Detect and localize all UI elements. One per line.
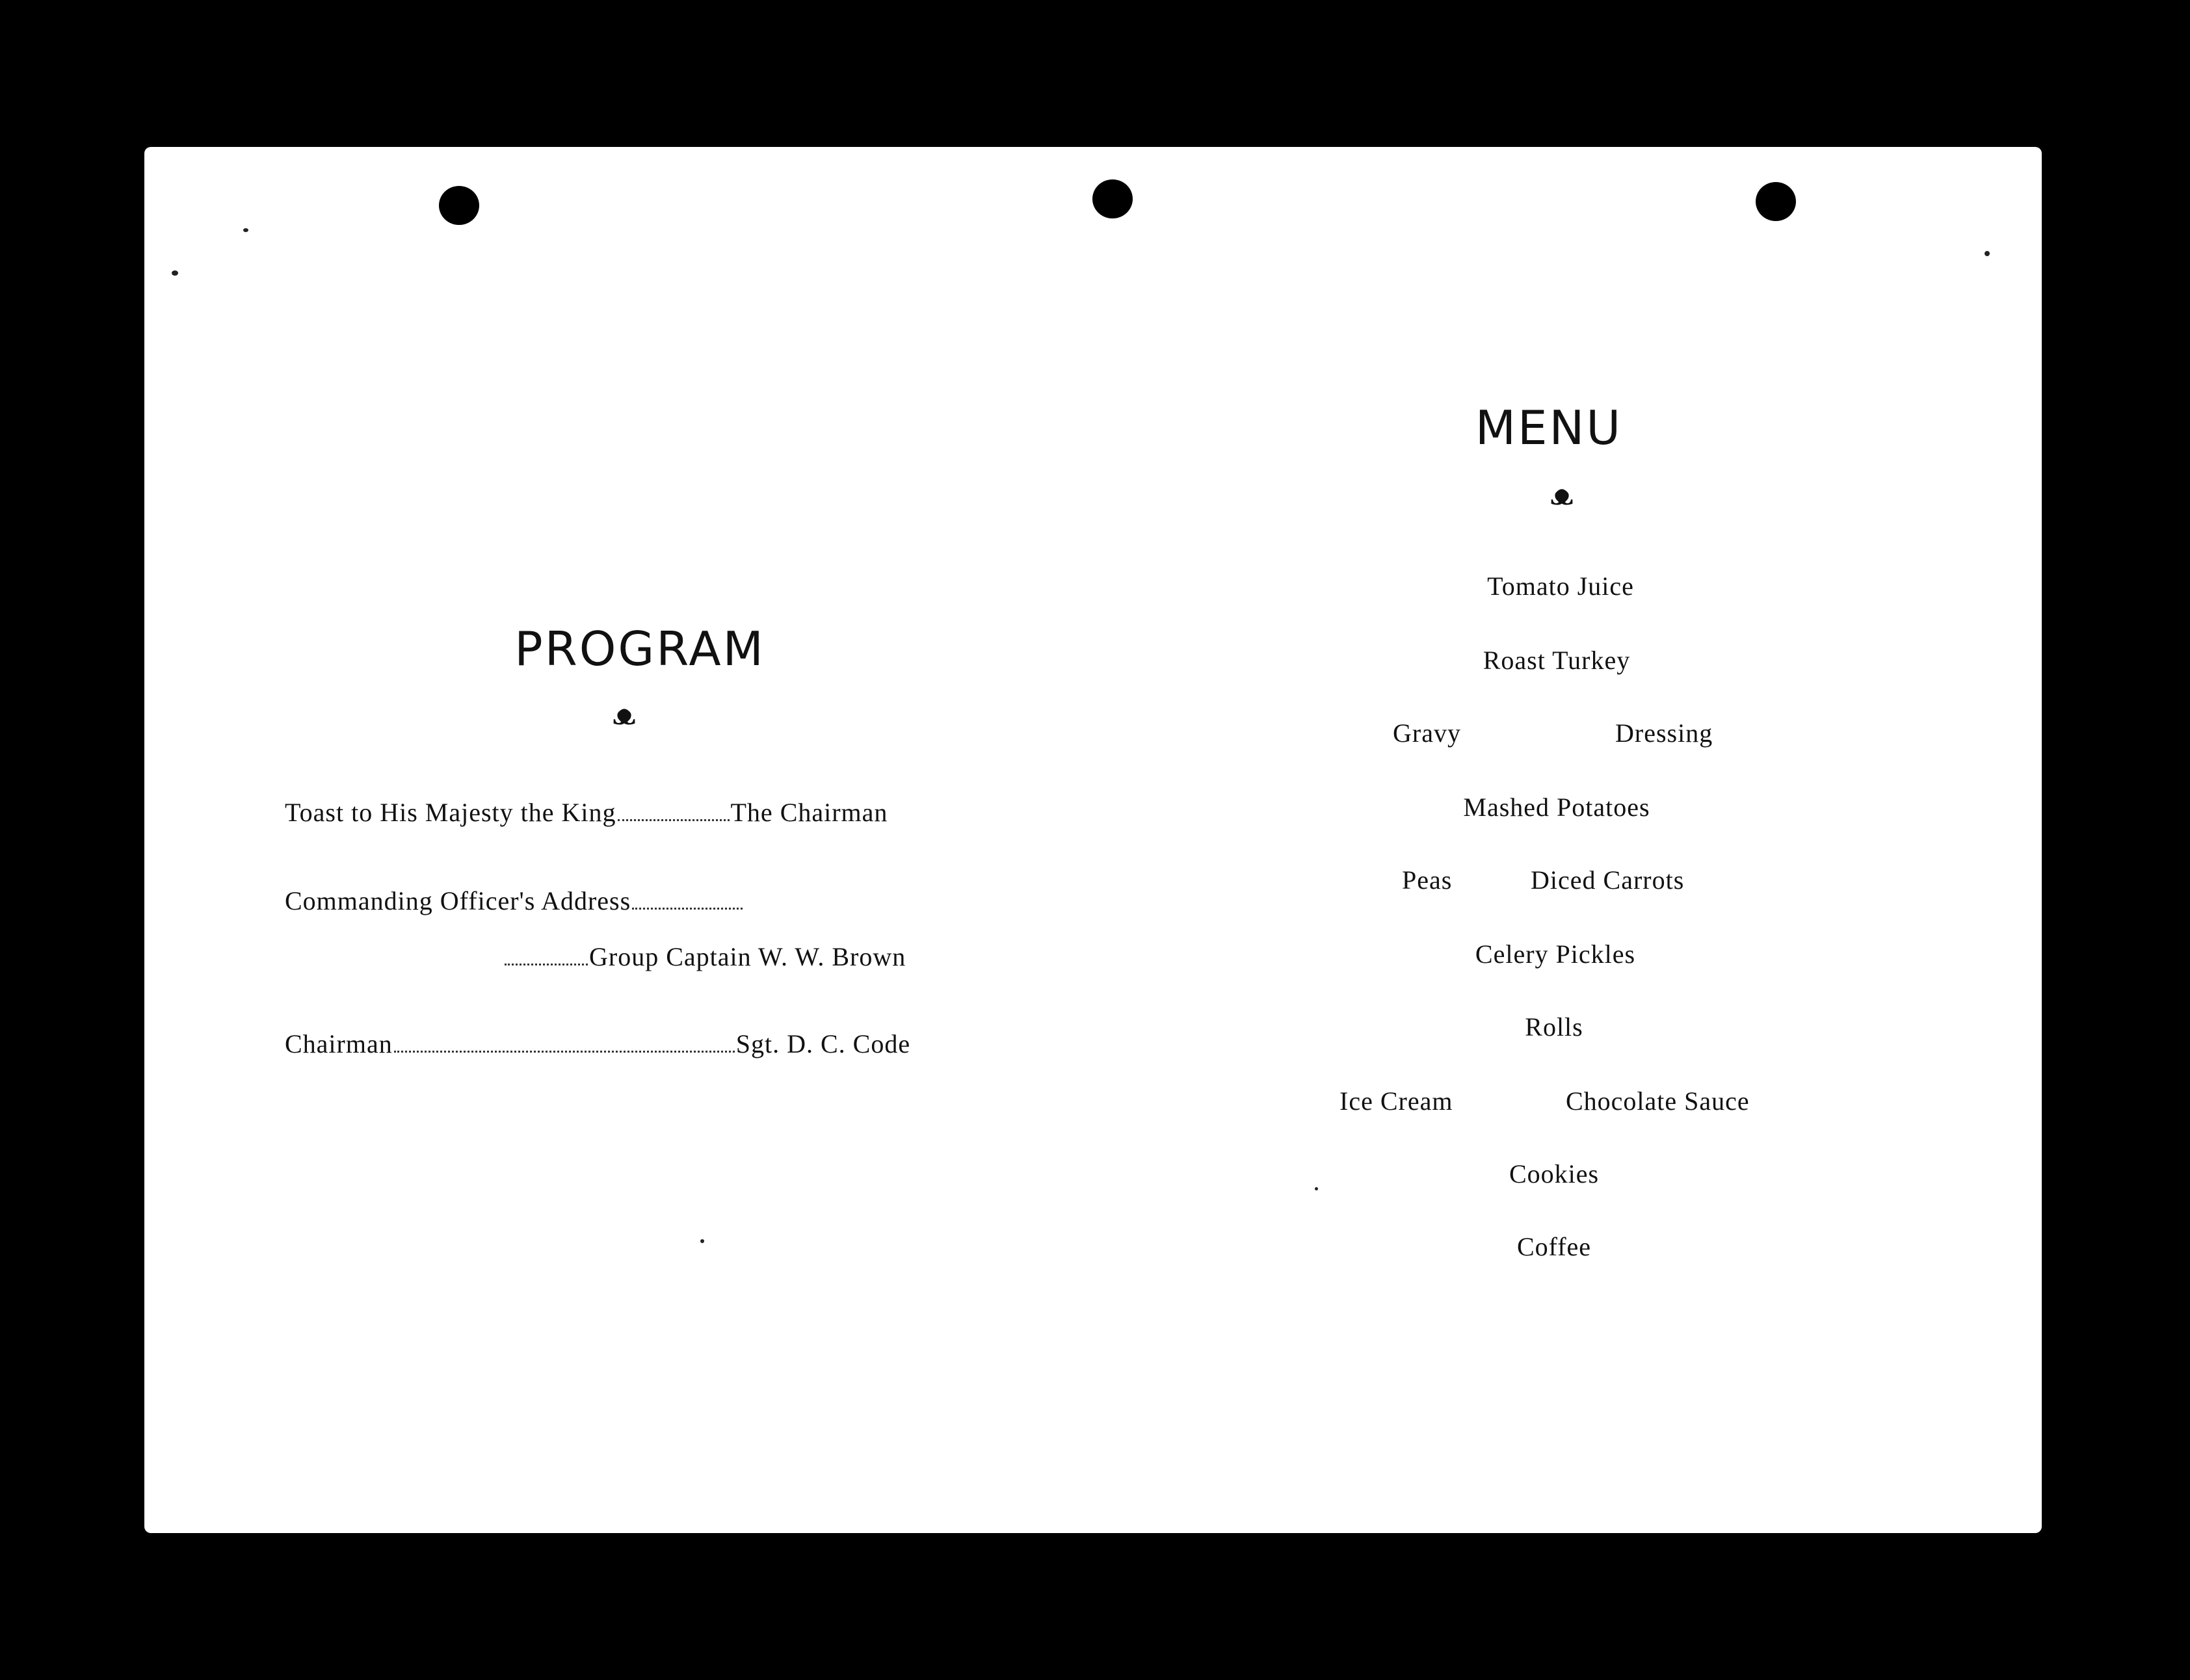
dust-speck [1315, 1187, 1318, 1190]
program-line-right: The Chairman [730, 798, 888, 827]
dotted-leader [505, 964, 588, 965]
menu-item-peas: Peas [1402, 865, 1453, 895]
menu-item-cookies: Cookies [1509, 1159, 1600, 1188]
program-line-toast [285, 797, 888, 828]
dust-speck [1985, 251, 1990, 256]
menu-item-diced-carrots: Diced Carrots [1531, 865, 1685, 895]
program-line-left: Commanding Officer's Address [285, 886, 631, 915]
program-ornament: ᴥ [613, 698, 636, 731]
menu-item-dressing: Dressing [1615, 718, 1713, 748]
dotted-leader [394, 1051, 735, 1053]
menu-item-roast-turkey: Roast Turkey [1483, 646, 1631, 675]
program-line-left: Chairman [285, 1029, 393, 1058]
menu-item-mashed-potatoes: Mashed Potatoes [1463, 793, 1650, 822]
program-line-right: Sgt. D. C. Code [735, 1029, 911, 1058]
program-line-right: Group Captain W. W. Brown [589, 942, 906, 971]
program-line-chairman [285, 1029, 910, 1059]
menu-card [144, 147, 2042, 1533]
dust-speck [700, 1239, 704, 1243]
menu-item-tomato-juice: Tomato Juice [1487, 571, 1634, 601]
dotted-leader [618, 819, 730, 821]
menu-ornament: ᴥ [1550, 479, 1574, 512]
program-line-left: Toast to His Majesty the King [285, 798, 616, 827]
menu-item-gravy: Gravy [1393, 718, 1461, 748]
dust-speck [243, 228, 248, 232]
punch-hole-left [439, 186, 479, 225]
program-line-speaker [503, 941, 906, 972]
menu-item-ice-cream: Ice Cream [1339, 1086, 1453, 1116]
menu-item-chocolate-sauce: Chocolate Sauce [1566, 1086, 1750, 1116]
punch-hole-right [1756, 182, 1796, 221]
menu-item-rolls: Rolls [1525, 1012, 1583, 1042]
punch-hole-center [1092, 179, 1133, 218]
dotted-leader [632, 908, 743, 910]
program-heading: PROGRAM [514, 622, 765, 676]
menu-heading: MENU [1475, 400, 1623, 455]
dust-speck [172, 270, 178, 276]
menu-item-celery-pickles: Celery Pickles [1475, 939, 1636, 969]
program-line-address [285, 886, 744, 916]
menu-item-coffee: Coffee [1516, 1232, 1592, 1261]
